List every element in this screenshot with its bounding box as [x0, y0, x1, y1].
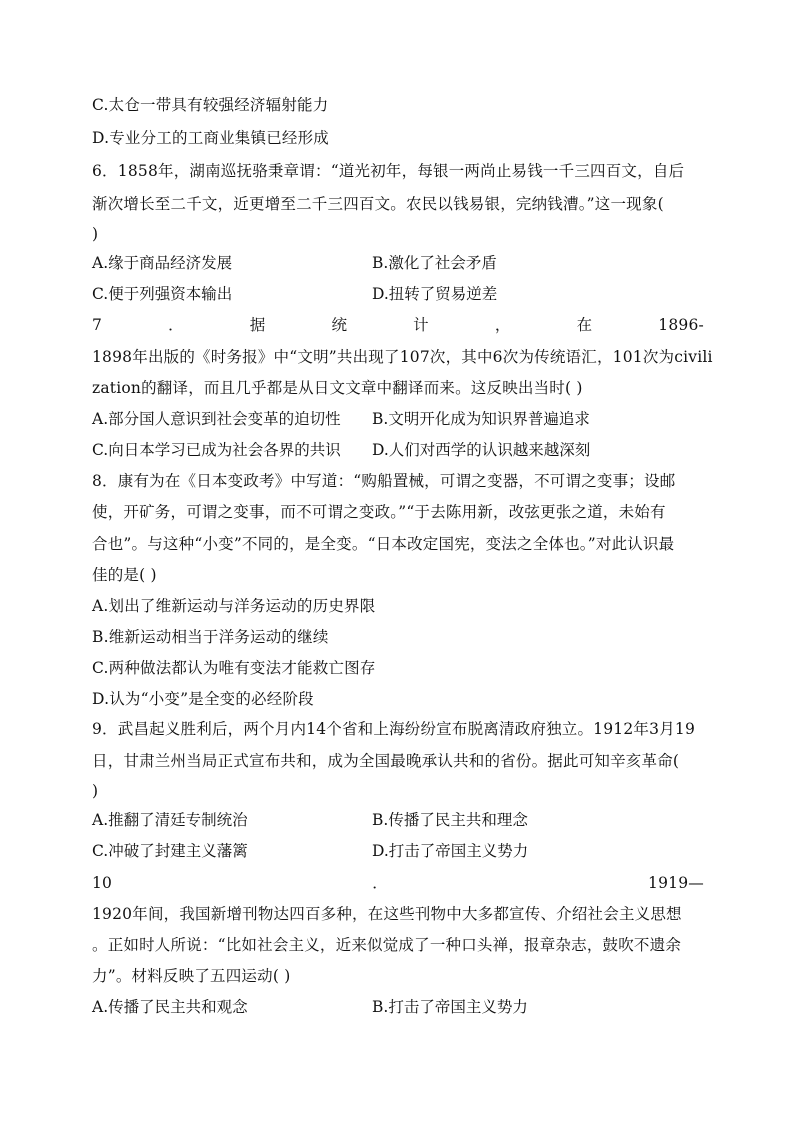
q7-token: 统	[331, 316, 348, 334]
q10-option-a: A.传播了民主共和观念	[92, 998, 248, 1016]
q6-stem-line-3: )	[92, 225, 99, 243]
q7-token: 7	[92, 316, 103, 334]
q7-option-b: B.文明开化成为知识界普遍追求	[372, 410, 590, 428]
q7-token: 在	[576, 316, 593, 334]
q8-option-d: D.认为“小变”是全变的必经阶段	[92, 690, 314, 708]
q9-option-a: A.推翻了清廷专制统治	[92, 811, 248, 829]
q9-option-d: D.打击了帝国主义势力	[372, 842, 529, 860]
q6-option-d: D.扭转了贸易逆差	[372, 285, 498, 303]
q8-stem-line-3: 合也”。与这种“小变”不同的，是全变。“日本改定国宪，变法之全体也。”对此认识最	[92, 535, 675, 553]
q7-token: 1896-	[658, 316, 704, 334]
q10-token: 1919—	[648, 874, 704, 892]
q8-stem-line-4: 佳的是( )	[92, 566, 157, 584]
q10-token: 10	[92, 874, 113, 892]
q10-stem-line-1	[92, 873, 704, 893]
q10-token: ．	[372, 874, 388, 892]
q7-token: 计	[413, 316, 429, 334]
q6-stem-line-2: 渐次增长至二千文，近更增至二千三四百文。农民以钱易银，完纳钱漕。”这一现象(	[92, 195, 664, 213]
q10-option-b: B.打击了帝国主义势力	[372, 998, 528, 1016]
q7-option-a: A.部分国人意识到社会变革的迫切性	[92, 410, 341, 428]
q6-option-c: C.便于列强资本输出	[92, 285, 233, 303]
q7-token: ．	[168, 316, 184, 334]
q8-stem-line-2: 使，开矿务，可谓之变事，而不可谓之变政。”“于去陈用新，改弦更张之道，未始有	[92, 503, 666, 521]
q7-option-c: C.向日本学习已成为社会各界的共识	[92, 441, 341, 459]
q9-stem-line-2: 日，甘肃兰州当局正式宣布共和，成为全国最晚承认共和的省份。据此可知辛亥革命(	[92, 752, 680, 770]
q9-stem-line-1: 9．武昌起义胜利后，两个月内14个省和上海纷纷宣布脱离清政府独立。1912年3月19	[92, 720, 696, 738]
q9-option-c: C.冲破了封建主义藩篱	[92, 842, 248, 860]
q7-stem-line-2: 1898年出版的《时务报》中“文明”共出现了107次，其中6次为传统语汇，101次为civili	[92, 348, 713, 366]
q8-stem-line-1: 8．康有为在《日本变政考》中写道：“购船置械，可谓之变器，不可谓之变事；设邮	[92, 472, 676, 490]
q8-option-c: C.两种做法都认为唯有变法才能救亡图存	[92, 659, 376, 677]
q7-option-d: D.人们对西学的认识越来越深刻	[372, 441, 591, 459]
q10-stem-line-4: 力”。材料反映了五四运动( )	[92, 967, 291, 985]
q10-stem-line-2: 1920年间，我国新增刊物达四百多种，在这些刊物中大多都宣传、介绍社会主义思想	[92, 905, 682, 923]
q9-stem-line-3: )	[92, 782, 99, 800]
q6-option-a: A.缘于商品经济发展	[92, 254, 233, 272]
q10-stem-line-3: 。正如时人所说：“比如社会主义，近来似觉成了一种口头禅，报章杂志，鼓吹不遗余	[92, 936, 682, 954]
q8-option-a: A.划出了维新运动与洋务运动的历史界限	[92, 597, 376, 615]
q7-stem-line-3: zation的翻译，而且几乎都是从日文文章中翻译而来。这反映出当时( )	[92, 379, 583, 397]
q9-option-b: B.传播了民主共和理念	[372, 811, 528, 829]
q5-option-c: C.太仓一带具有较强经济辐射能力	[92, 96, 329, 114]
q7-stem-line-1	[92, 315, 704, 335]
q6-stem-line-1: 6．1858年，湖南巡抚骆秉章谓：“道光初年，每银一两尚止易钱一千三四百文，自后	[92, 162, 685, 180]
q5-option-d: D.专业分工的工商业集镇已经形成	[92, 129, 330, 147]
q8-option-b: B.维新运动相当于洋务运动的继续	[92, 628, 329, 646]
q6-option-b: B.激化了社会矛盾	[372, 254, 497, 272]
q7-token: 据	[249, 316, 266, 334]
q7-token: ，	[494, 316, 511, 334]
